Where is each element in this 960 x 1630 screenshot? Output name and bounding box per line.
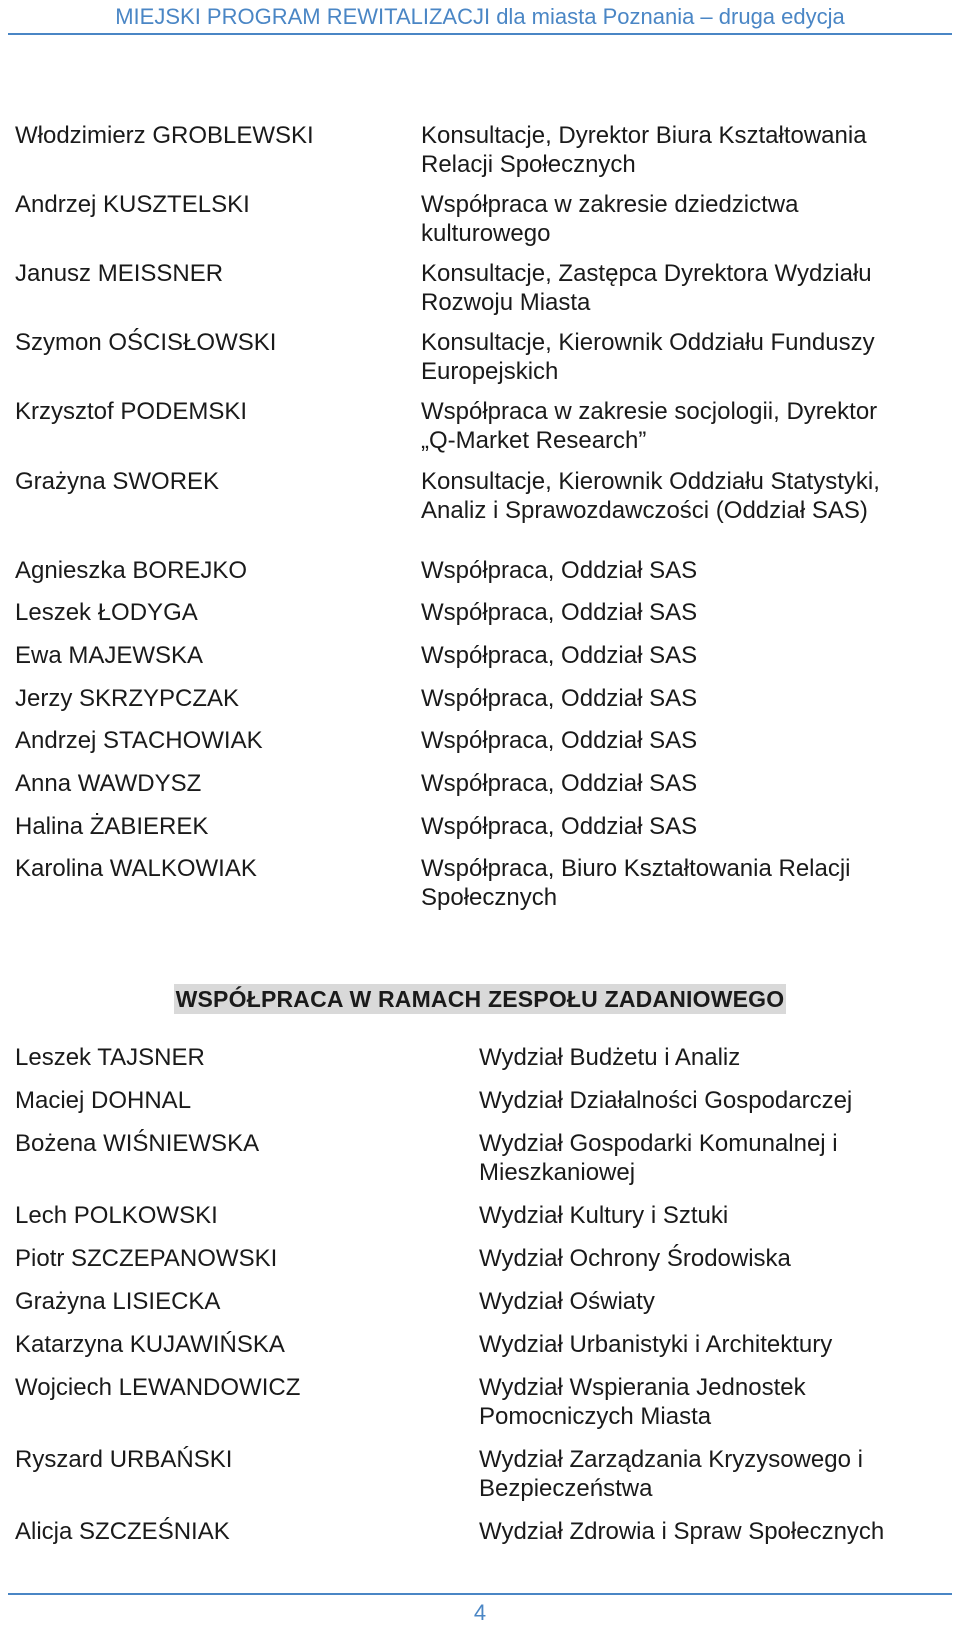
person-name: Agnieszka BOREJKO (15, 557, 248, 584)
header-divider (8, 33, 952, 35)
member-department: Wydział Oświaty (479, 1288, 655, 1315)
person-name: Andrzej STACHOWIAK (15, 727, 263, 754)
person-name: Włodzimierz GROBLEWSKI (15, 122, 314, 149)
person-name: Krzysztof PODEMSKI (15, 398, 248, 425)
member-name: Bożena WIŚNIEWSKA (15, 1130, 260, 1157)
person-role: Konsultacje, Dyrektor Biura Kształtowania Relacji Społecznych (421, 122, 867, 178)
document-title: MIEJSKI PROGRAM REWITALIZACJI dla miasta Poznania – druga edycja (115, 4, 845, 29)
member-department: Wydział Zarządzania Kryzysowego i Bezpieczeństwa (479, 1446, 863, 1502)
member-department: Wydział Działalności Gospodarczej (479, 1087, 853, 1114)
member-department: Wydział Budżetu i Analiz (479, 1044, 741, 1071)
person-name: Karolina WALKOWIAK (15, 855, 257, 882)
person-name: Szymon OŚCISŁOWSKI (15, 329, 277, 356)
member-name: Wojciech LEWANDOWICZ (15, 1374, 301, 1401)
member-name: Piotr SZCZEPANOWSKI (15, 1245, 278, 1272)
member-department: Wydział Urbanistyki i Architektury (479, 1331, 833, 1358)
member-department: Wydział Zdrowia i Spraw Społecznych (479, 1518, 885, 1545)
page-number: 4 (473, 1600, 487, 1625)
person-role: Współpraca, Biuro Kształtowania Relacji Społecznych (421, 855, 851, 911)
person-role: Współpraca w zakresie socjologii, Dyrektor „Q-Market Research” (421, 398, 878, 454)
person-name: Anna WAWDYSZ (15, 770, 202, 797)
footer-divider (8, 1593, 952, 1595)
person-name: Jerzy SKRZYPCZAK (15, 685, 240, 712)
person-name: Leszek ŁODYGA (15, 599, 198, 626)
member-department: Wydział Ochrony Środowiska (479, 1245, 791, 1272)
person-name: Andrzej KUSZTELSKI (15, 191, 250, 218)
member-name: Maciej DOHNAL (15, 1087, 192, 1114)
person-role: Współpraca, Oddział SAS (421, 770, 698, 797)
section-heading (0, 984, 960, 1014)
person-role: Współpraca, Oddział SAS (421, 557, 698, 584)
member-department: Wydział Gospodarki Komunalnej i Mieszkaniowej (479, 1130, 838, 1186)
person-role: Współpraca, Oddział SAS (421, 727, 698, 754)
person-role: Współpraca w zakresie dziedzictwa kulturowego (421, 191, 799, 247)
member-name: Ryszard URBAŃSKI (15, 1446, 233, 1473)
person-role: Współpraca, Oddział SAS (421, 685, 698, 712)
person-name: Grażyna SWOREK (15, 468, 220, 495)
person-role: Konsultacje, Kierownik Oddziału Funduszy Europejskich (421, 329, 875, 385)
section-heading-text: WSPÓŁPRACA W RAMACH ZESPOŁU ZADANIOWEGO (175, 986, 785, 1012)
member-name: Alicja SZCZEŚNIAK (15, 1518, 230, 1545)
person-role: Współpraca, Oddział SAS (421, 642, 698, 669)
person-role: Współpraca, Oddział SAS (421, 813, 698, 840)
page-header (0, 0, 960, 36)
member-name: Grażyna LISIECKA (15, 1288, 221, 1315)
person-role: Konsultacje, Kierownik Oddziału Statystyki, Analiz i Sprawozdawczości (Oddział SAS) (421, 468, 880, 524)
person-role: Współpraca, Oddział SAS (421, 599, 698, 626)
person-name: Ewa MAJEWSKA (15, 642, 204, 669)
member-name: Lech POLKOWSKI (15, 1202, 218, 1229)
member-department: Wydział Kultury i Sztuki (479, 1202, 729, 1229)
member-department: Wydział Wspierania Jednostek Pomocniczych Miasta (479, 1374, 806, 1430)
person-name: Halina ŻABIEREK (15, 813, 209, 840)
member-name: Leszek TAJSNER (15, 1044, 205, 1071)
person-name: Janusz MEISSNER (15, 260, 224, 287)
member-name: Katarzyna KUJAWIŃSKA (15, 1331, 285, 1358)
person-role: Konsultacje, Zastępca Dyrektora Wydziału Rozwoju Miasta (421, 260, 872, 316)
